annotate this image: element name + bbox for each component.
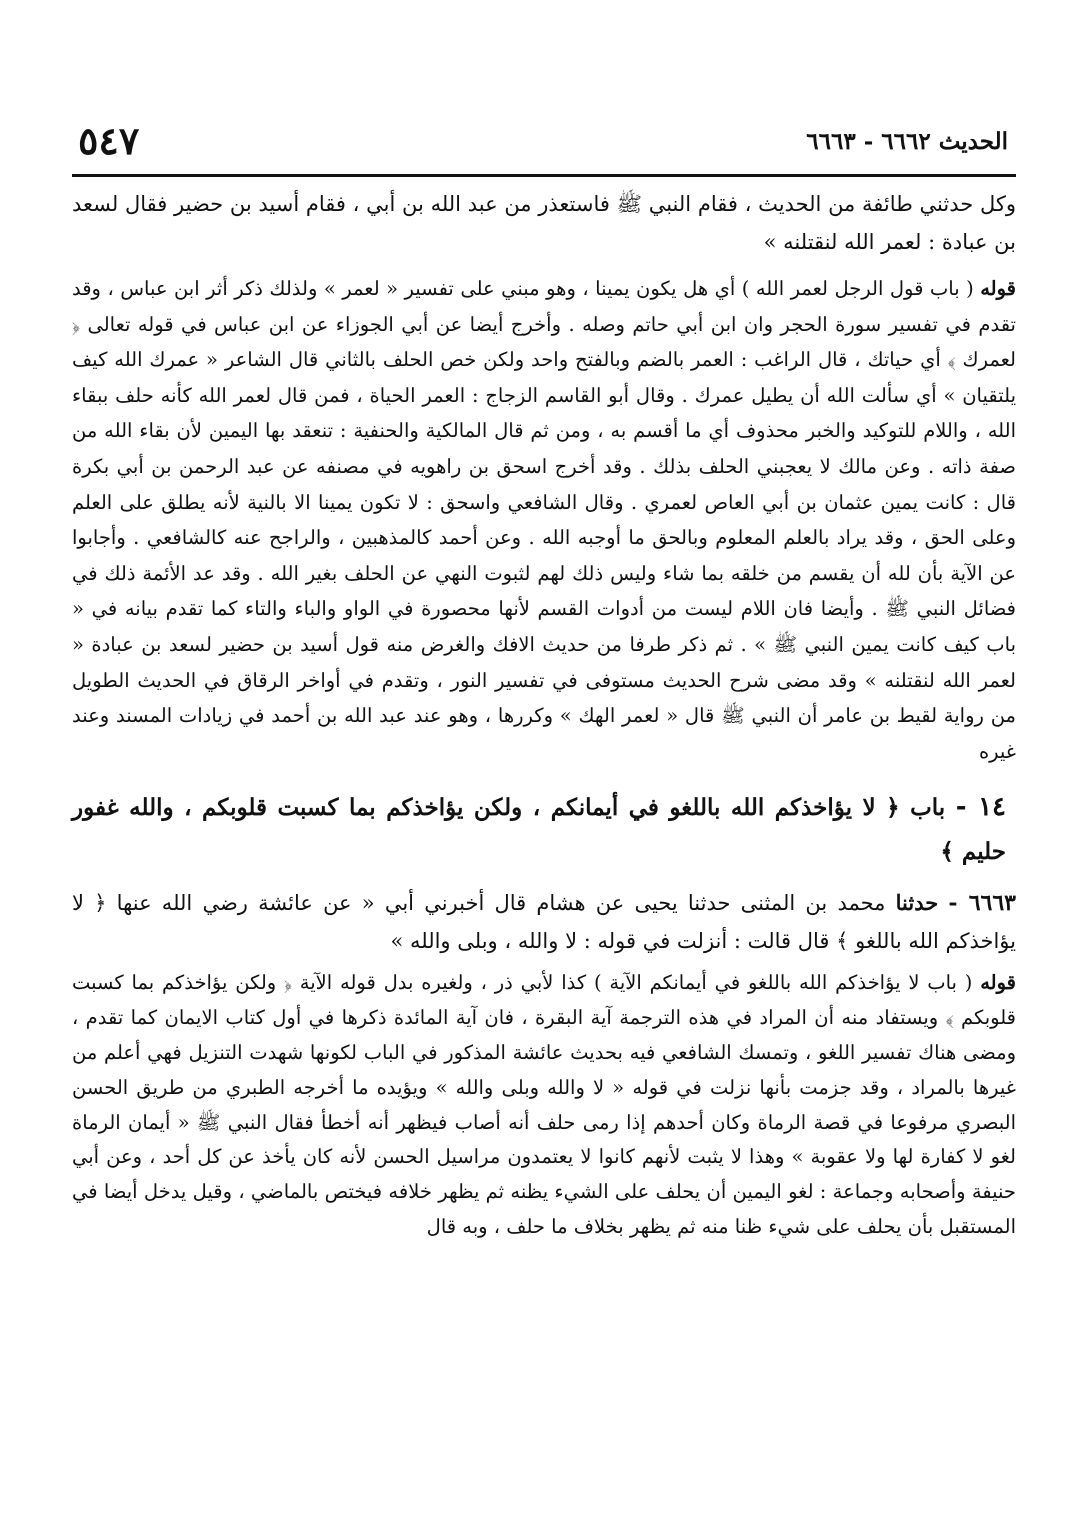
hadith-body: محمد بن المثنى حدثنا يحيى عن هشام قال أخبرني أبي « عن عائشة رضي الله عنها ﴿ لا يؤاخذكم الله باللغو ﴾ قال قالت : أنزلت في قوله : لا والله ، وبلى والله » — [72, 891, 1016, 954]
commentary-lamr-allah — [72, 271, 1016, 769]
running-title: الحديث ٦٦٦٢ - ٦٦٦٣ — [806, 128, 1008, 155]
chapter-title: ﴿ لا يؤاخذكم الله باللغو في أيمانكم ، ولكن يؤاخذكم بما كسبت قلوبكم ، والله غفور حليم ﴾ — [72, 794, 1006, 866]
commentary-laghw — [72, 966, 1016, 1244]
commentary-body: ( باب لا يؤاخذكم الله باللغو في أيمانكم الآية ) كذا لأبي ذر ، ولغيره بدل قوله الآية ﴿ ولكن يؤاخذكم بما كسبت قلوبكم ﴾ ويستفاد منه أن المراد في هذه الترجمة آية البقرة ، فان آية المائدة ذكرها في أول كتاب الايمان كما تقدم ، ومضى هناك تفسير اللغو ، وتمسك الشافعي فيه بحديث عائشة المذكور في الباب لكونها شهدت التنزيل فهي أعلم من غيرها بالمراد ، وقد جزمت بأنها نزلت في قوله « لا والله وبلى والله » ويؤيده ما أخرجه الطبري من طريق الحسن البصري مرفوعا في قصة الرماة وكان أحدهم إذا رمى حلف أنه أصاب فيظهر أنه أخطأ فقال النبي ﷺ « أيمان الرماة لغو لا كفارة لها ولا عقوبة » وهذا لا يثبت لأنهم كانوا لا يعتمدون مراسيل الحسن لأنه كان يأخذ عن كل أحد ، وعن أبي حنيفة وأصحابه وجماعة : لغو اليمين أن يحلف على الشيء يظنه ثم يظهر خلافه فيختص بالماضي ، وقيل يدخل أيضا في المستقبل بأن يحلف على شيء ظنا منه ثم يظهر بخلاف ما حلف ، وبه قال — [72, 971, 1016, 1238]
document-page — [72, 118, 1016, 1245]
page-number: ٥٤٧ — [78, 118, 140, 163]
chapter-heading — [72, 785, 1016, 874]
hadith-6662-ending: وكل حدثني طائفة من الحديث ، فقام النبي ﷺ فاستعذر من عبد الله بن أبي ، فقام أسيد بن حضير فقال لسعد بن عبادة : لعمر الله لنقتلنه » — [72, 192, 1016, 254]
chapter-label: باب — [910, 794, 946, 822]
page-header — [72, 118, 1016, 177]
commentary-keyword: قوله — [980, 971, 1016, 995]
hadith-number: ٦٦٦٣ - — [948, 890, 1016, 917]
hadith-6663 — [72, 884, 1016, 960]
hadith-opening: حدثنا — [895, 890, 939, 916]
commentary-keyword: قوله — [980, 277, 1016, 300]
commentary-body: ( باب قول الرجل لعمر الله ) أي هل يكون يمينا ، وهو مبني على تفسير « لعمر » ولذلك ذكر أثر ابن عباس ، وقد تقدم في تفسير سورة الحجر وان ابن أبي حاتم وصله . وأخرج أيضا عن أبي الجوزاء عن ابن عباس في قوله تعالى ﴿ لعمرك ﴾ أي حياتك ، قال الراغب : العمر بالضم وبالفتح واحد ولكن خص الحلف بالثاني قال الشاعر « عمرك الله كيف يلتقيان » أي سألت الله أن يطيل عمرك . وقال أبو القاسم الزجاج : العمر الحياة ، فمن قال لعمر الله كأنه حلف ببقاء الله ، واللام للتوكيد والخبر محذوف أي ما أقسم به ، ومن ثم قال المالكية والحنفية : تنعقد بها اليمين لأن بقاء الله من صفة ذاته . وعن مالك لا يعجبني الحلف بذلك . وقد أخرج اسحق بن راهويه في مصنفه عن عبد الرحمن بن أبي بكرة قال : كانت يمين عثمان بن أبي العاص لعمري . وقال الشافعي واسحق : لا تكون يمينا الا بالنية لأنه يطلق على العلم وعلى الحق ، وقد يراد بالعلم المعلوم وبالحق ما أوجبه الله . وعن أحمد كالمذهبين ، والراجح عنه كالشافعي . وأجابوا عن الآية بأن لله أن يقسم من خلقه بما شاء وليس ذلك لهم لثبوت النهي عن الحلف بغير الله . وقد عد الأئمة ذلك في فضائل النبي ﷺ . وأيضا فان اللام ليست من أدوات القسم لأنها محصورة في الواو والباء والتاء كما تقدم بيانه في « باب كيف كانت يمين النبي ﷺ » . ثم ذكر طرفا من حديث الافك والغرض منه قول أسيد بن حضير لسعد بن عبادة « لعمر الله لنقتلنه » وقد مضى شرح الحديث مستوفى في تفسير النور ، وتقدم في أواخر الرقاق في الحديث الطويل من رواية لقيط بن عامر أن النبي ﷺ قال « لعمر الهك » وكررها ، وهو عند عبد الله بن أحمد في زيادات المسند وعند غيره — [72, 277, 1016, 763]
chapter-number: ١٤ - — [955, 792, 1006, 823]
